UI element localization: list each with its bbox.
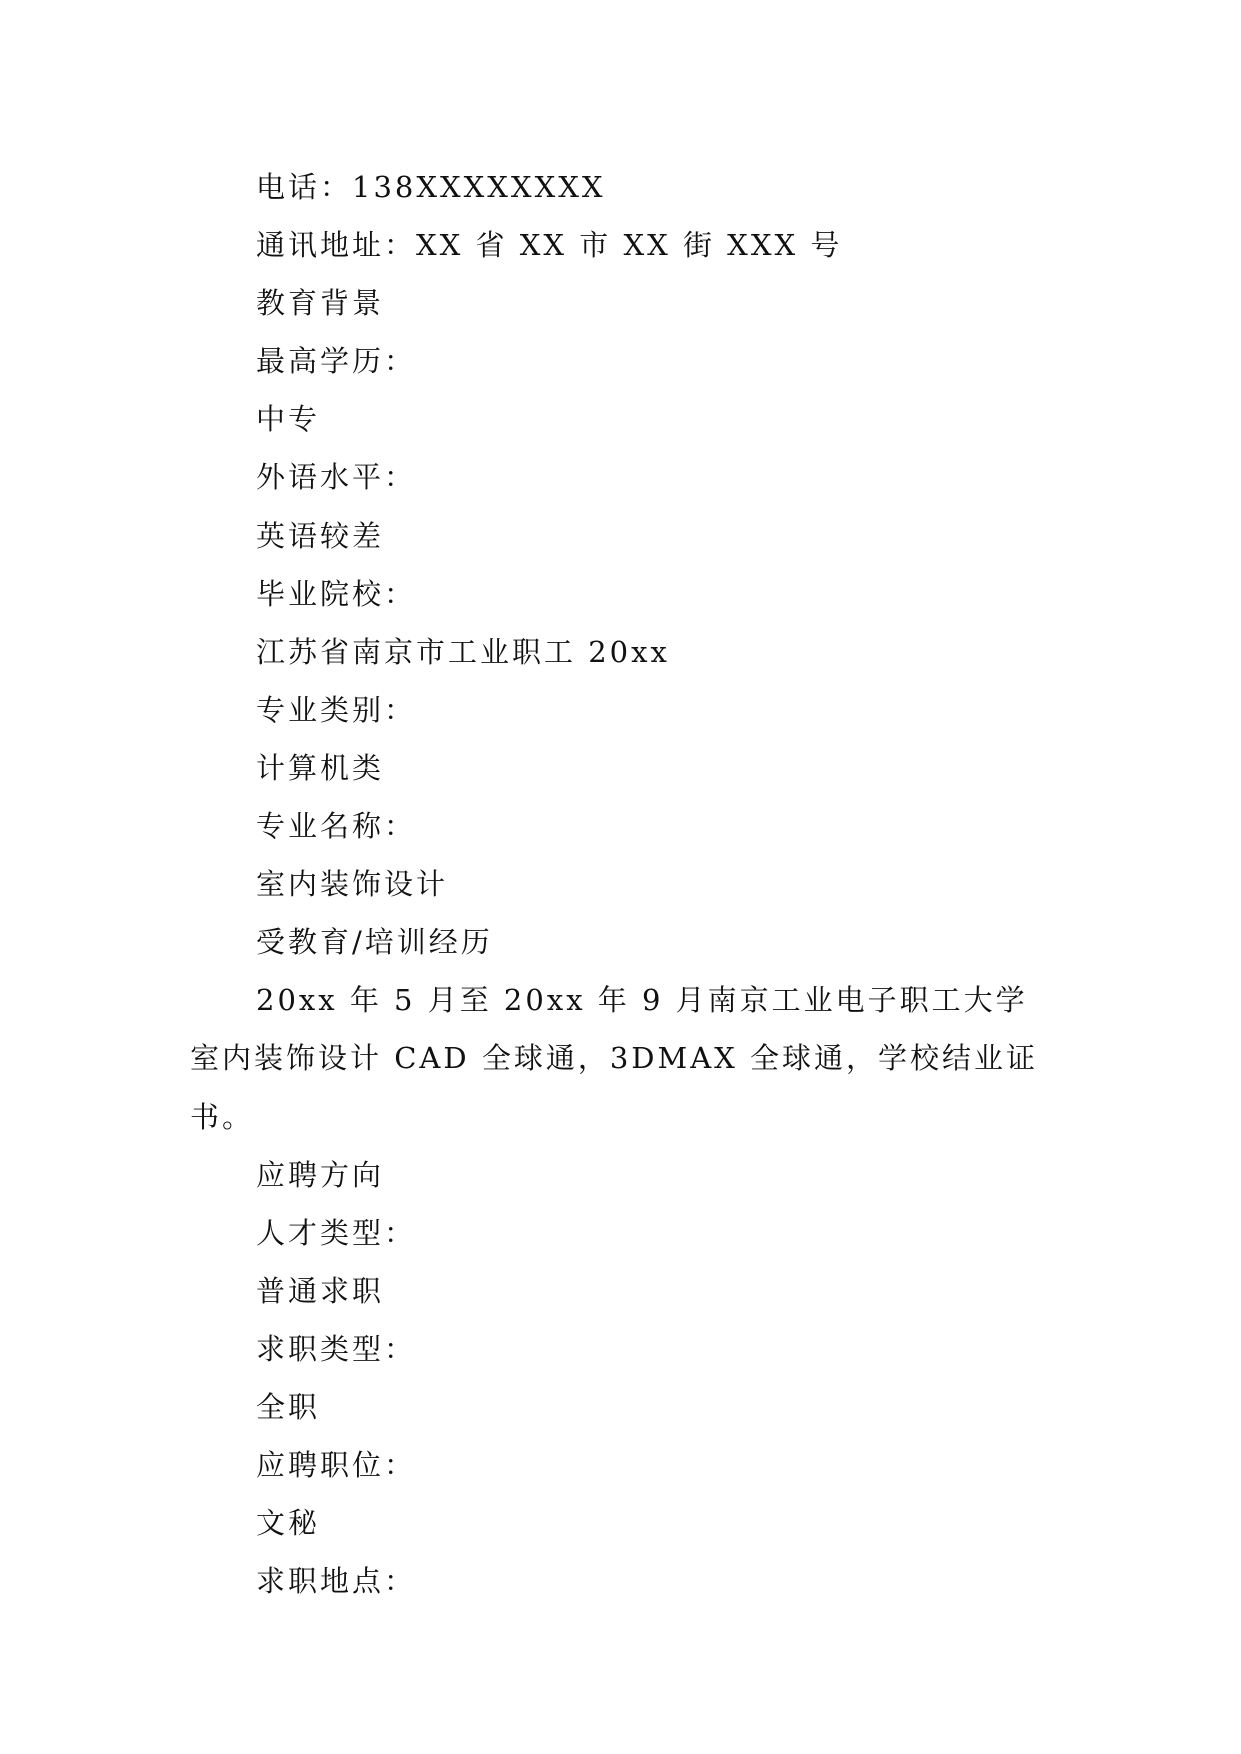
phone-line: 电话：138XXXXXXXX bbox=[256, 170, 606, 204]
school-value: 江苏省南京市工业职工 20xx bbox=[256, 634, 670, 669]
job-type-label: 求职类型： bbox=[256, 1331, 417, 1366]
training-heading: 受教育/培训经历 bbox=[256, 925, 493, 960]
foreign-language-label: 外语水平： bbox=[256, 460, 417, 495]
training-paragraph: 20xx 年 5 月至 20xx 年 9 月南京工业电子职工大学室内装饰设计 CAD 全球通，3DMAX 全球通，学校结业证书。 bbox=[190, 983, 1039, 1134]
major-name-value: 室内装饰设计 bbox=[256, 867, 449, 902]
job-location-label: 求职地点： bbox=[256, 1564, 417, 1599]
talent-type-value: 普通求职 bbox=[256, 1273, 385, 1308]
highest-degree-value: 中专 bbox=[256, 402, 321, 437]
document-body bbox=[190, 158, 1050, 1610]
talent-type-label: 人才类型： bbox=[256, 1215, 417, 1250]
address-line: 通讯地址：XX 省 XX 市 XX 街 XXX 号 bbox=[256, 228, 843, 263]
foreign-language-value: 英语较差 bbox=[256, 518, 385, 553]
education-heading: 教育背景 bbox=[256, 286, 385, 321]
highest-degree-label: 最高学历： bbox=[256, 344, 417, 379]
job-type-value: 全职 bbox=[256, 1389, 321, 1424]
position-value: 文秘 bbox=[256, 1506, 321, 1541]
major-name-label: 专业名称： bbox=[256, 809, 417, 844]
position-label: 应聘职位： bbox=[256, 1448, 417, 1483]
major-category-label: 专业类别： bbox=[256, 692, 417, 727]
school-label: 毕业院校： bbox=[256, 576, 417, 611]
job-direction-heading: 应聘方向 bbox=[256, 1157, 385, 1192]
major-category-value: 计算机类 bbox=[256, 750, 385, 785]
